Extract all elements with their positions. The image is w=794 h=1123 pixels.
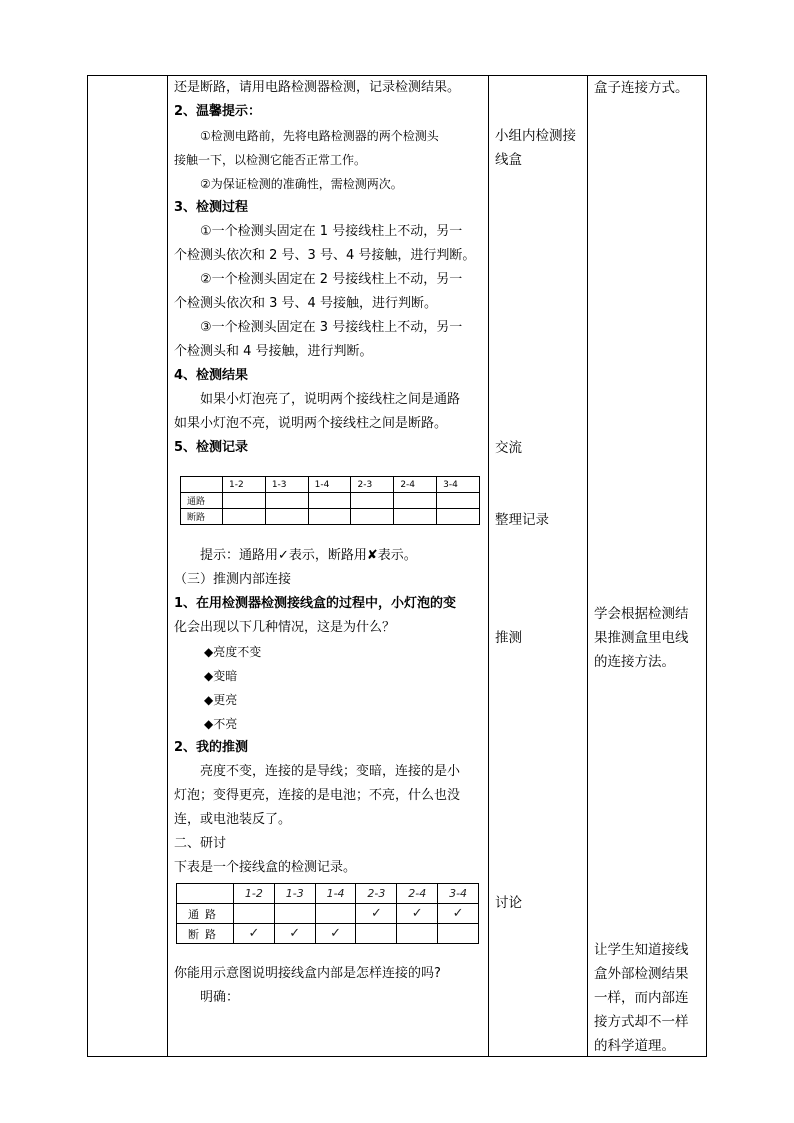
activity-text: 小组内检测接: [495, 128, 576, 144]
table-cell: [265, 509, 308, 525]
table-cell: [397, 924, 438, 944]
table-cell: [181, 477, 223, 493]
text-line: 连，或电池装反了。: [174, 812, 292, 827]
table-cell: [437, 493, 480, 509]
activity-text: 线盒: [495, 152, 522, 168]
text-line: ①检测电路前，先将电路检测器的两个检测头: [200, 129, 439, 143]
section-title: 4、检测结果: [174, 368, 249, 383]
section-title: （三）推测内部连接: [174, 572, 292, 587]
text-line: 如果小灯泡亮了，说明两个接线柱之间是通路: [200, 392, 461, 407]
record-table: [180, 476, 480, 525]
column-divider: [587, 75, 588, 1057]
table-cell: [308, 493, 351, 509]
list-item: ◆不亮: [204, 717, 238, 731]
row-label: 断路: [181, 509, 223, 525]
intent-text: 果推测盒里电线: [594, 630, 689, 646]
section-title: 2、我的推测: [174, 740, 249, 755]
table-header: 2-4: [394, 477, 437, 493]
table-cell: [234, 904, 275, 924]
text-line: 个检测头依次和 2 号、3 号、4 号接触，进行判断。: [174, 248, 476, 263]
intent-text: 盒子连接方式。: [594, 80, 689, 96]
intent-text: 一样，而内部连: [594, 990, 689, 1006]
activity-text: 推测: [495, 630, 522, 646]
table-header: 1-2: [223, 477, 266, 493]
text-line: 个检测头依次和 3 号、4 号接触，进行判断。: [174, 296, 437, 311]
intent-text: 让学生知道接线: [594, 942, 689, 958]
intent-text: 盒外部检测结果: [594, 966, 689, 982]
table-cell: [223, 493, 266, 509]
table-cell: [394, 509, 437, 525]
intent-text: 的连接方法。: [594, 654, 675, 670]
column-divider: [488, 75, 489, 1057]
text-line: 明确：: [200, 990, 240, 1005]
list-item: ◆亮度不变: [204, 645, 262, 659]
check-mark: ✓: [234, 924, 275, 944]
table-header: 1-4: [315, 884, 356, 904]
table-cell: [437, 509, 480, 525]
table-header: 3-4: [437, 477, 480, 493]
text-line: 如果小灯泡不亮，说明两个接线柱之间是断路。: [174, 416, 448, 431]
table-cell: [351, 493, 394, 509]
column-divider: [167, 75, 168, 1057]
section-title: 3、检测过程: [174, 200, 249, 215]
activity-text: 整理记录: [495, 512, 549, 528]
table-header: 2-4: [397, 884, 438, 904]
text-line: 灯泡；变得更亮，连接的是电池；不亮，什么也没: [174, 788, 461, 803]
table-cell: [308, 509, 351, 525]
table-cell: [265, 493, 308, 509]
table-header: 1-3: [265, 477, 308, 493]
table-cell: [438, 924, 479, 944]
section-title: 2、温馨提示：: [174, 104, 262, 119]
text-line: ②一个检测头固定在 2 号接线柱上不动，另一: [200, 272, 463, 287]
table-header: 2-3: [356, 884, 397, 904]
text-line: 下表是一个接线盒的检测记录。: [174, 860, 357, 875]
table-header: 1-4: [308, 477, 351, 493]
text-line: 化会出现以下几种情况，这是为什么？: [174, 620, 396, 635]
check-mark: ✓: [315, 924, 356, 944]
text-line: 亮度不变，连接的是导线；变暗，连接的是小: [200, 764, 461, 779]
table-cell: [351, 509, 394, 525]
table-header: 1-2: [234, 884, 275, 904]
list-item: ◆更亮: [204, 693, 238, 707]
activity-text: 交流: [495, 440, 522, 456]
activity-text: 讨论: [495, 895, 522, 911]
table-cell: [223, 509, 266, 525]
text-line: 接触一下，以检测它能否正常工作。: [174, 153, 367, 167]
text-line: 还是断路，请用电路检测器检测，记录检测结果。: [174, 80, 461, 95]
table-cell: [274, 904, 315, 924]
row-label: 通路: [177, 904, 234, 924]
text-line: ①一个检测头固定在 1 号接线柱上不动，另一: [200, 224, 463, 239]
section-title: 5、检测记录: [174, 440, 249, 455]
text-line: ③一个检测头固定在 3 号接线柱上不动，另一: [200, 320, 463, 335]
text-line: 个检测头和 4 号接触，进行判断。: [174, 344, 373, 359]
intent-text: 的科学道理。: [594, 1038, 675, 1054]
check-mark: ✓: [274, 924, 315, 944]
check-mark: ✓: [397, 904, 438, 924]
list-item: ◆变暗: [204, 669, 238, 683]
text-line: 1、在用检测器检测接线盒的过程中，小灯泡的变: [174, 596, 457, 611]
detection-record-table: [176, 883, 479, 944]
text-line: 你能用示意图说明接线盒内部是怎样连接的吗?: [174, 966, 441, 981]
table-header: 2-3: [351, 477, 394, 493]
table-header: 1-3: [274, 884, 315, 904]
table-cell: [177, 884, 234, 904]
intent-text: 学会根据检测结: [594, 606, 689, 622]
check-mark: ✓: [438, 904, 479, 924]
table-cell: [315, 904, 356, 924]
table-header: 3-4: [438, 884, 479, 904]
section-title: 二、研讨: [174, 836, 227, 851]
text-line: ②为保证检测的准确性，需检测两次。: [200, 177, 403, 191]
table-cell: [356, 924, 397, 944]
intent-text: 接方式却不一样: [594, 1014, 689, 1030]
table-cell: [394, 493, 437, 509]
check-mark: ✓: [356, 904, 397, 924]
row-label: 断路: [177, 924, 234, 944]
row-label: 通路: [181, 493, 223, 509]
hint-text: 提示：通路用✓表示，断路用✘表示。: [200, 548, 417, 563]
